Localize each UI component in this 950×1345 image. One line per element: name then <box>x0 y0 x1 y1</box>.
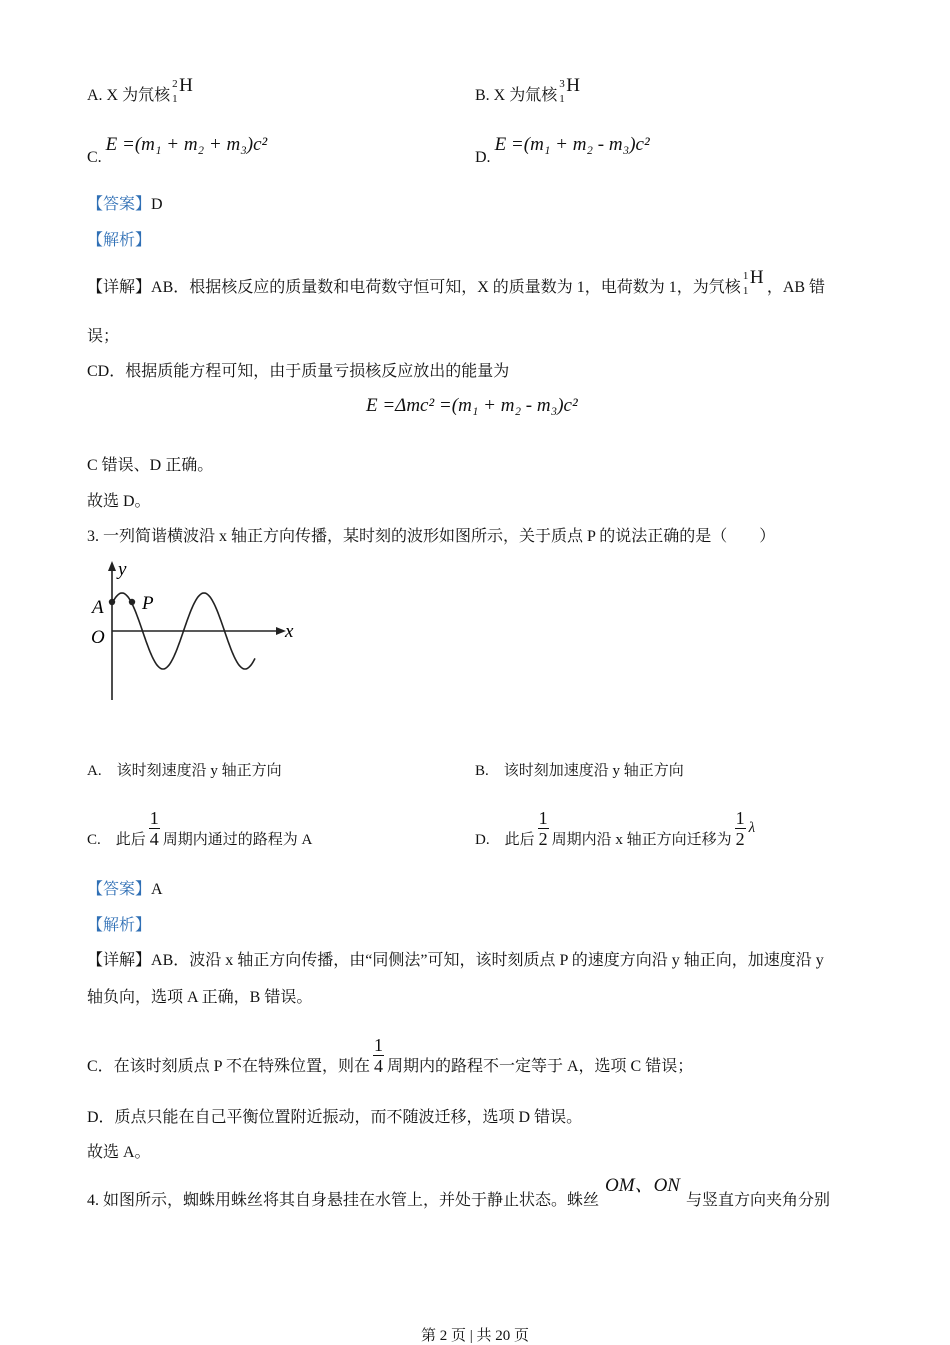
q2-detail-line5: 故选 D。 <box>87 493 151 510</box>
nuclide-tritium: 3 1 H <box>559 75 580 105</box>
q2-detail-line3: CD．根据质能方程可知，由于质量亏损核反应放出的能量为 <box>87 363 510 380</box>
q2-detail-line2: 误； <box>87 328 120 345</box>
option-text: B. X 为氚核 <box>475 87 558 104</box>
fraction: $\frac{1}{4}$ <box>373 1035 383 1076</box>
p-label: P <box>142 593 154 614</box>
x-label: x <box>285 621 294 642</box>
point-p <box>129 599 135 605</box>
formula: E =(m₁ + m₂ + m₃)c² <box>105 134 268 155</box>
a-label: A <box>92 597 104 618</box>
y-label: y <box>118 559 127 580</box>
q2-detail-line4: C 错误、D 正确。 <box>87 457 214 474</box>
q3-option-b: B. 该时刻加速度沿 y 轴正方向 <box>475 763 684 779</box>
nuclide-protium: 1 1 H <box>742 267 764 297</box>
q3-detail-line2: 轴负向，选项 A 正确，B 错误。 <box>87 989 313 1006</box>
q3-detail-line5: 故选 A。 <box>87 1144 151 1161</box>
mass-energy-formula: E =Δmc² =(m₁ + m₂ - m₃)c² <box>366 395 578 416</box>
q3-answer: 【答案】A <box>87 881 163 898</box>
q3-option-c: C. 此后 $\frac{1}{4}$ 周期内通过的路程为 A <box>87 808 313 849</box>
q2-option-d: D. E =(m₁ + m₂ - m₃)c² <box>475 134 650 166</box>
q3-option-a: A. 该时刻速度沿 y 轴正方向 <box>87 763 282 779</box>
fraction: $\frac{1}{4}$ <box>149 808 159 849</box>
q2-option-a <box>87 75 196 106</box>
q3-stem: 3. 一列简谐横波沿 x 轴正方向传播，某时刻的波形如图所示，关于质点 P 的说法正确的是（ ） <box>87 528 776 545</box>
q3-detail-line3: C．在该时刻质点 P 不在特殊位置，则在 $\frac{1}{4}$ 周期内的路程不一定等于 A，选项 C 错误； <box>87 1035 694 1076</box>
q3-option-d: D. 此后 $\frac{1}{2}$ 周期内沿 x 轴正方向迁移为 $\frac{1}{2}$ λ <box>475 808 756 849</box>
q3-analysis-tag: 【解析】 <box>87 917 152 934</box>
q4-stem: 4. 如图所示，蜘蛛用蛛丝将其自身悬挂在水管上，并处于静止状态。蛛丝OM、ON与竖直方向夹角分别 <box>87 1175 830 1209</box>
origin-label: O <box>91 627 105 648</box>
fraction: $\frac{1}{2}$ <box>538 808 548 849</box>
wave-figure <box>85 555 315 705</box>
q3-detail-line4: D．质点只能在自己平衡位置附近振动，而不随波迁移，选项 D 错误。 <box>87 1109 583 1126</box>
point-a <box>109 599 115 605</box>
option-text: A. X 为氘核 <box>87 87 171 104</box>
q2-answer: 【答案】D <box>87 196 163 213</box>
y-axis-arrow <box>108 561 116 571</box>
page-footer: 第 2 页 | 共 20 页 <box>420 1328 529 1344</box>
q3-detail-line1: 【详解】AB．波沿 x 轴正方向传播，由“同侧法”可知，该时刻质点 P 的速度方向沿 y 轴正向，加速度沿 y <box>87 952 824 969</box>
q2-detail-line1: 【详解】AB．根据核反应的质量数和电荷数守恒可知，X 的质量数为 1，电荷数为 1，为氕核 1 1 H ，AB 错 <box>87 267 826 297</box>
q2-option-c: C. E =(m₁ + m₂ + m₃)c² <box>87 134 268 166</box>
q2-option-b <box>475 75 583 106</box>
nuclide-deuterium: 2 1 H <box>172 75 193 105</box>
formula: E =(m₁ + m₂ - m₃)c² <box>494 134 650 155</box>
fraction: $\frac{1}{2}$ <box>735 808 745 849</box>
q2-analysis-tag: 【解析】 <box>87 232 152 249</box>
